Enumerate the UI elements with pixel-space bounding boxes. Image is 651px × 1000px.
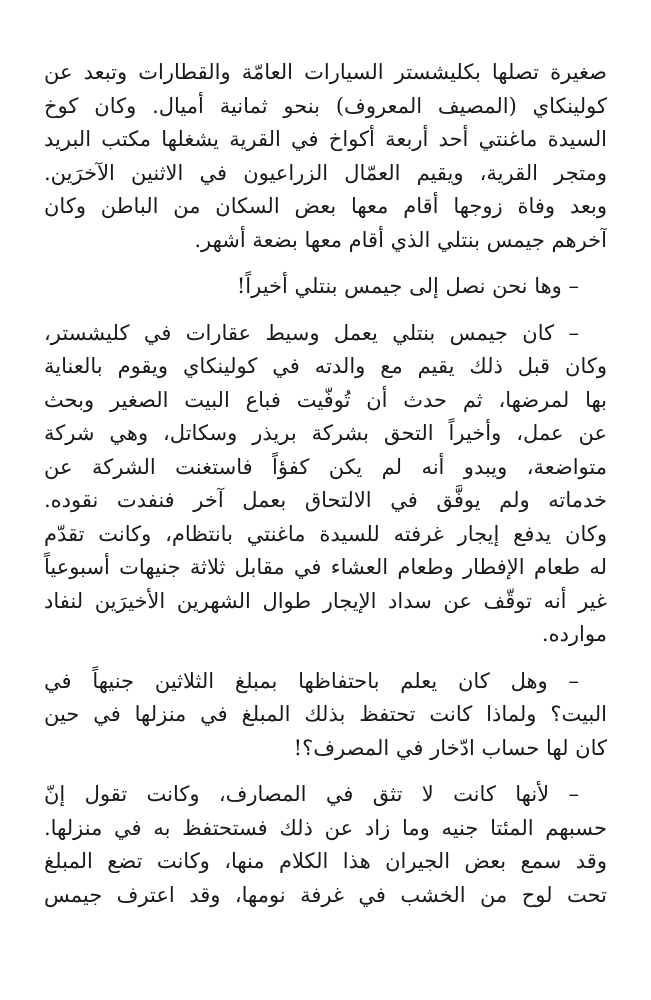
- text-line: تحت لوح من الخشب في غرفة نومها، وقد اعترف جيمس: [44, 882, 607, 907]
- text-line: – وها نحن نصل إلى جيمس بنتلي أخيراً!: [236, 274, 579, 298]
- text-line: ومتجر القرية، ويقيم العمّال الزراعيون في الاثنين الآخرَين.: [44, 160, 607, 185]
- text-line: – كان جيمس بنتلي يعمل وسيط عقارات في كليشستر،: [44, 320, 579, 345]
- text-line: عن عمل، وأخيراً التحق بشركة بريذر وسكاتل، وهي شركة: [44, 421, 607, 445]
- text-line: صغيرة تصلها بكليشستر السيارات العامّة والقطارات وتبعد عن: [44, 60, 607, 84]
- text-line: وقد سمع بعض الجيران هذا الكلام منها، وكانت تضع المبلغ: [44, 849, 607, 873]
- text-line: وبعد وفاة زوجها أقام معها بعض السكان من الباطن وكان: [44, 194, 607, 218]
- paragraph-1: [44, 56, 607, 257]
- text-line: البيت؟ ولماذا كانت تحتفظ بذلك المبلغ في منزلها في حين: [44, 702, 607, 726]
- text-line: – وهل كان يعلم باحتفاظها بمبلغ الثلاثين جنيهاً في: [44, 668, 579, 693]
- text-line: حسبهم المئتا جنيه وما زاد عن ذلك فستحتفظ به في منزلها.: [44, 815, 607, 840]
- text-line: وكان قبل ذلك يقيم مع والدته في كولينكاي ويقوم بالعناية: [44, 354, 607, 378]
- paragraph-2-dialogue: [44, 270, 607, 304]
- text-line: بها لمرضها، ثم حدث أن تُوفّيت فباع البيت الصغير وبحث: [44, 387, 607, 412]
- text-line: كان لها حساب ادّخار في المصرف؟!: [293, 735, 607, 760]
- text-line: وكان يدفع إيجار غرفته للسيدة ماغنتي بانتظام، وكانت تقدّم: [44, 521, 607, 546]
- text-line: السيدة ماغنتي أحد أربعة أكواخ في القرية يشغلها مكتب البريد: [44, 127, 607, 151]
- text-line: – لأنها كانت لا تثق في المصارف، وكانت تقول إنّ: [44, 782, 579, 806]
- text-line: آخرهم جيمس بنتلي الذي أقام معها بضعة أشهر.: [194, 227, 607, 252]
- text-line: كولينكاي (المصيف المعروف) بنحو ثمانية أميال. وكان كوخ: [44, 93, 607, 118]
- text-line: غير أنه توقّف عن سداد الإيجار طوال الشهرين الأخيرَين لنفاد: [44, 588, 607, 613]
- text-line: متواضعة، ويبدو أنه لم يكن كفؤاً فاستغنت الشركة عن: [44, 454, 607, 479]
- text-line: موارده.: [541, 622, 607, 646]
- paragraph-5-dialogue: [44, 778, 607, 912]
- text-line: خدماته ولم يوفَّق في الالتحاق بعمل آخر فنفدت نقوده.: [44, 488, 607, 512]
- paragraph-4-dialogue: [44, 665, 607, 766]
- text-line: له طعام الإفطار وطعام العشاء في مقابل ثلاثة جنيهات أسبوعياً: [44, 555, 607, 579]
- paragraph-3-dialogue: [44, 317, 607, 652]
